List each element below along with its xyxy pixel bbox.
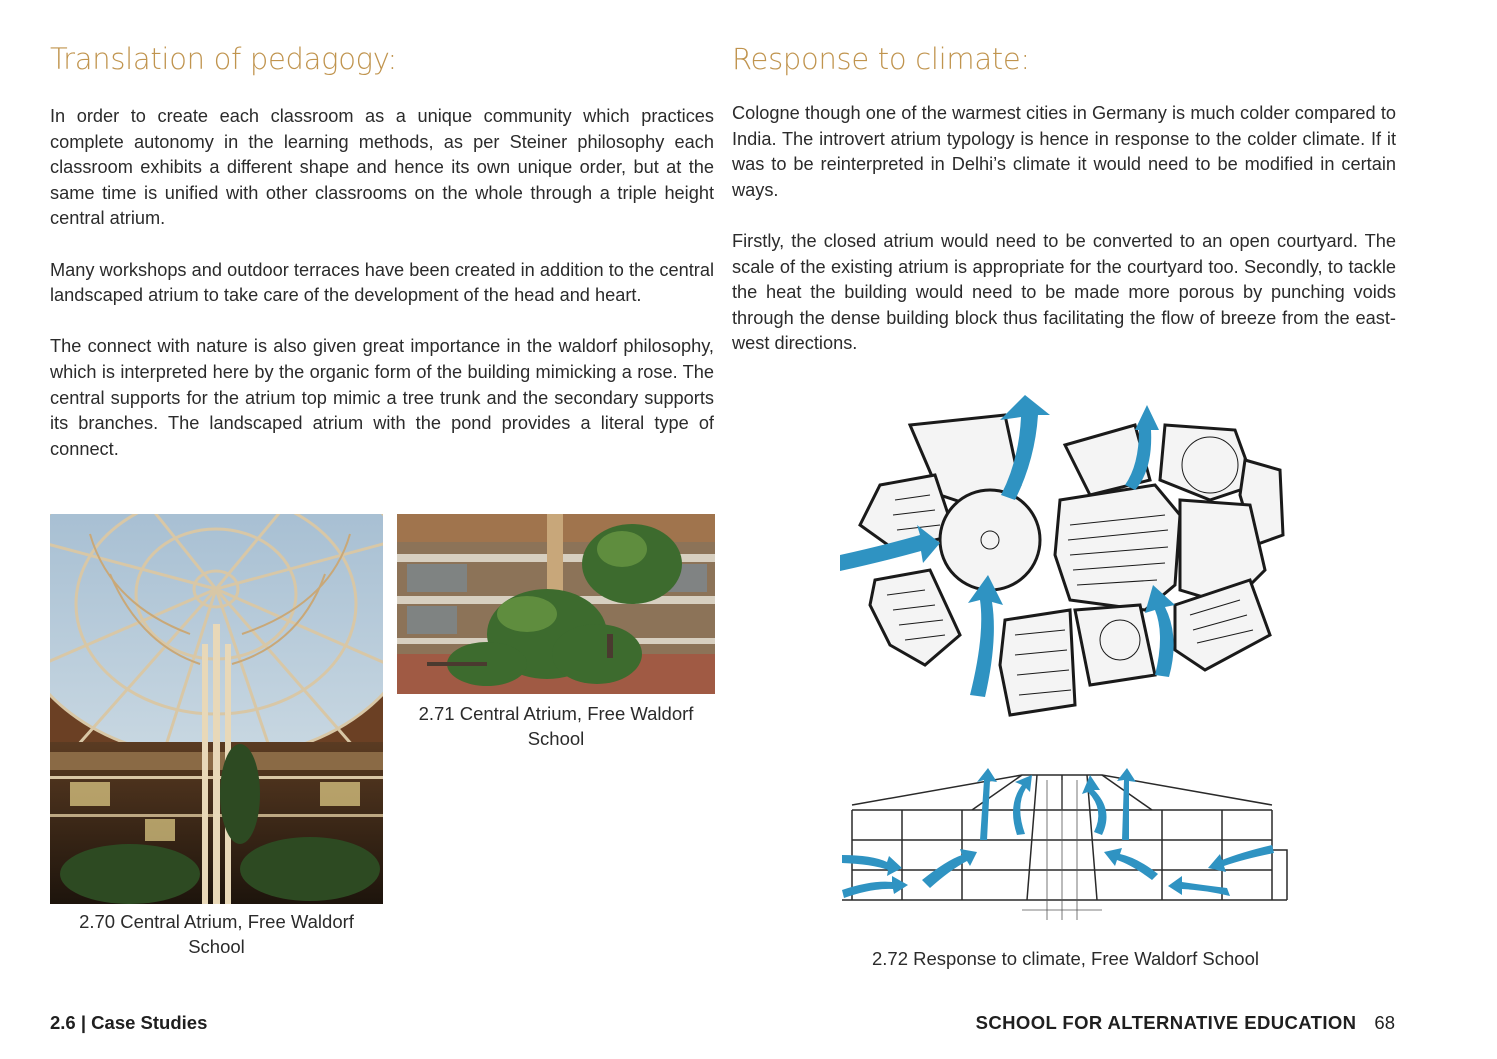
page-number: 68 [1374, 1012, 1395, 1033]
footer-title-block [976, 1012, 1395, 1034]
floor-plan-airflow-diagram [835, 385, 1290, 735]
left-paragraph-1: In order to create each classroom as a unique community which practices complete autonomy in the learning methods, as per Steiner philosophy each classroom exhibits a different shape and hence its own unique order, but at the same time is unified with other classrooms on the whole through a triple height central atrium. [50, 106, 714, 229]
footer-document-title: SCHOOL FOR ALTERNATIVE EDUCATION [975, 1012, 1357, 1033]
left-paragraph-3: The connect with nature is also given great importance in the waldorf philosophy, which is interpreted here by the organic form of the building mimicking a rose. The central supports for the atrium top mimic a tree trunk and the secondary supports its branches. The landscaped atrium with the pond provides a literal type of connect. [50, 336, 714, 459]
footer-section-label: 2.6 | Case Studies [50, 1012, 208, 1033]
left-heading: Translation of pedagogy: [50, 42, 398, 76]
left-paragraph-2: Many workshops and outdoor terraces have been created in addition to the central landscaped atrium to take care of the development of the head and heart. [50, 259, 714, 306]
figure-2-72-caption: 2.72 Response to climate, Free Waldorf School [872, 948, 1259, 969]
right-paragraph-2: Firstly, the closed atrium would need to be converted to an open courtyard. The scale of the existing atrium is appropriate for the courtyard too. Secondly, to tackle the heat the building would need to be made more porous by punching voids through the dense building block thus facilitating the flow of breeze from the east-west directions. [732, 230, 1396, 354]
right-heading: Response to climate: [732, 42, 1030, 76]
section-airflow-diagram [832, 760, 1294, 938]
right-paragraph-1: Cologne though one of the warmest cities in Germany is much colder compared to India. The introvert atrium typology is hence in response to the colder climate. If it was to be reinterpreted in Delhi’s climate it would need to be modified in certain ways. [732, 103, 1396, 200]
figure-2-71-caption: 2.71 Central Atrium, Free Waldorf School [418, 703, 694, 749]
atrium-garden-photo [397, 514, 715, 694]
atrium-roof-photo [50, 514, 383, 904]
left-body [50, 104, 714, 488]
right-body [732, 101, 1396, 383]
figure-2-70-caption: 2.70 Central Atrium, Free Waldorf School [79, 911, 354, 957]
